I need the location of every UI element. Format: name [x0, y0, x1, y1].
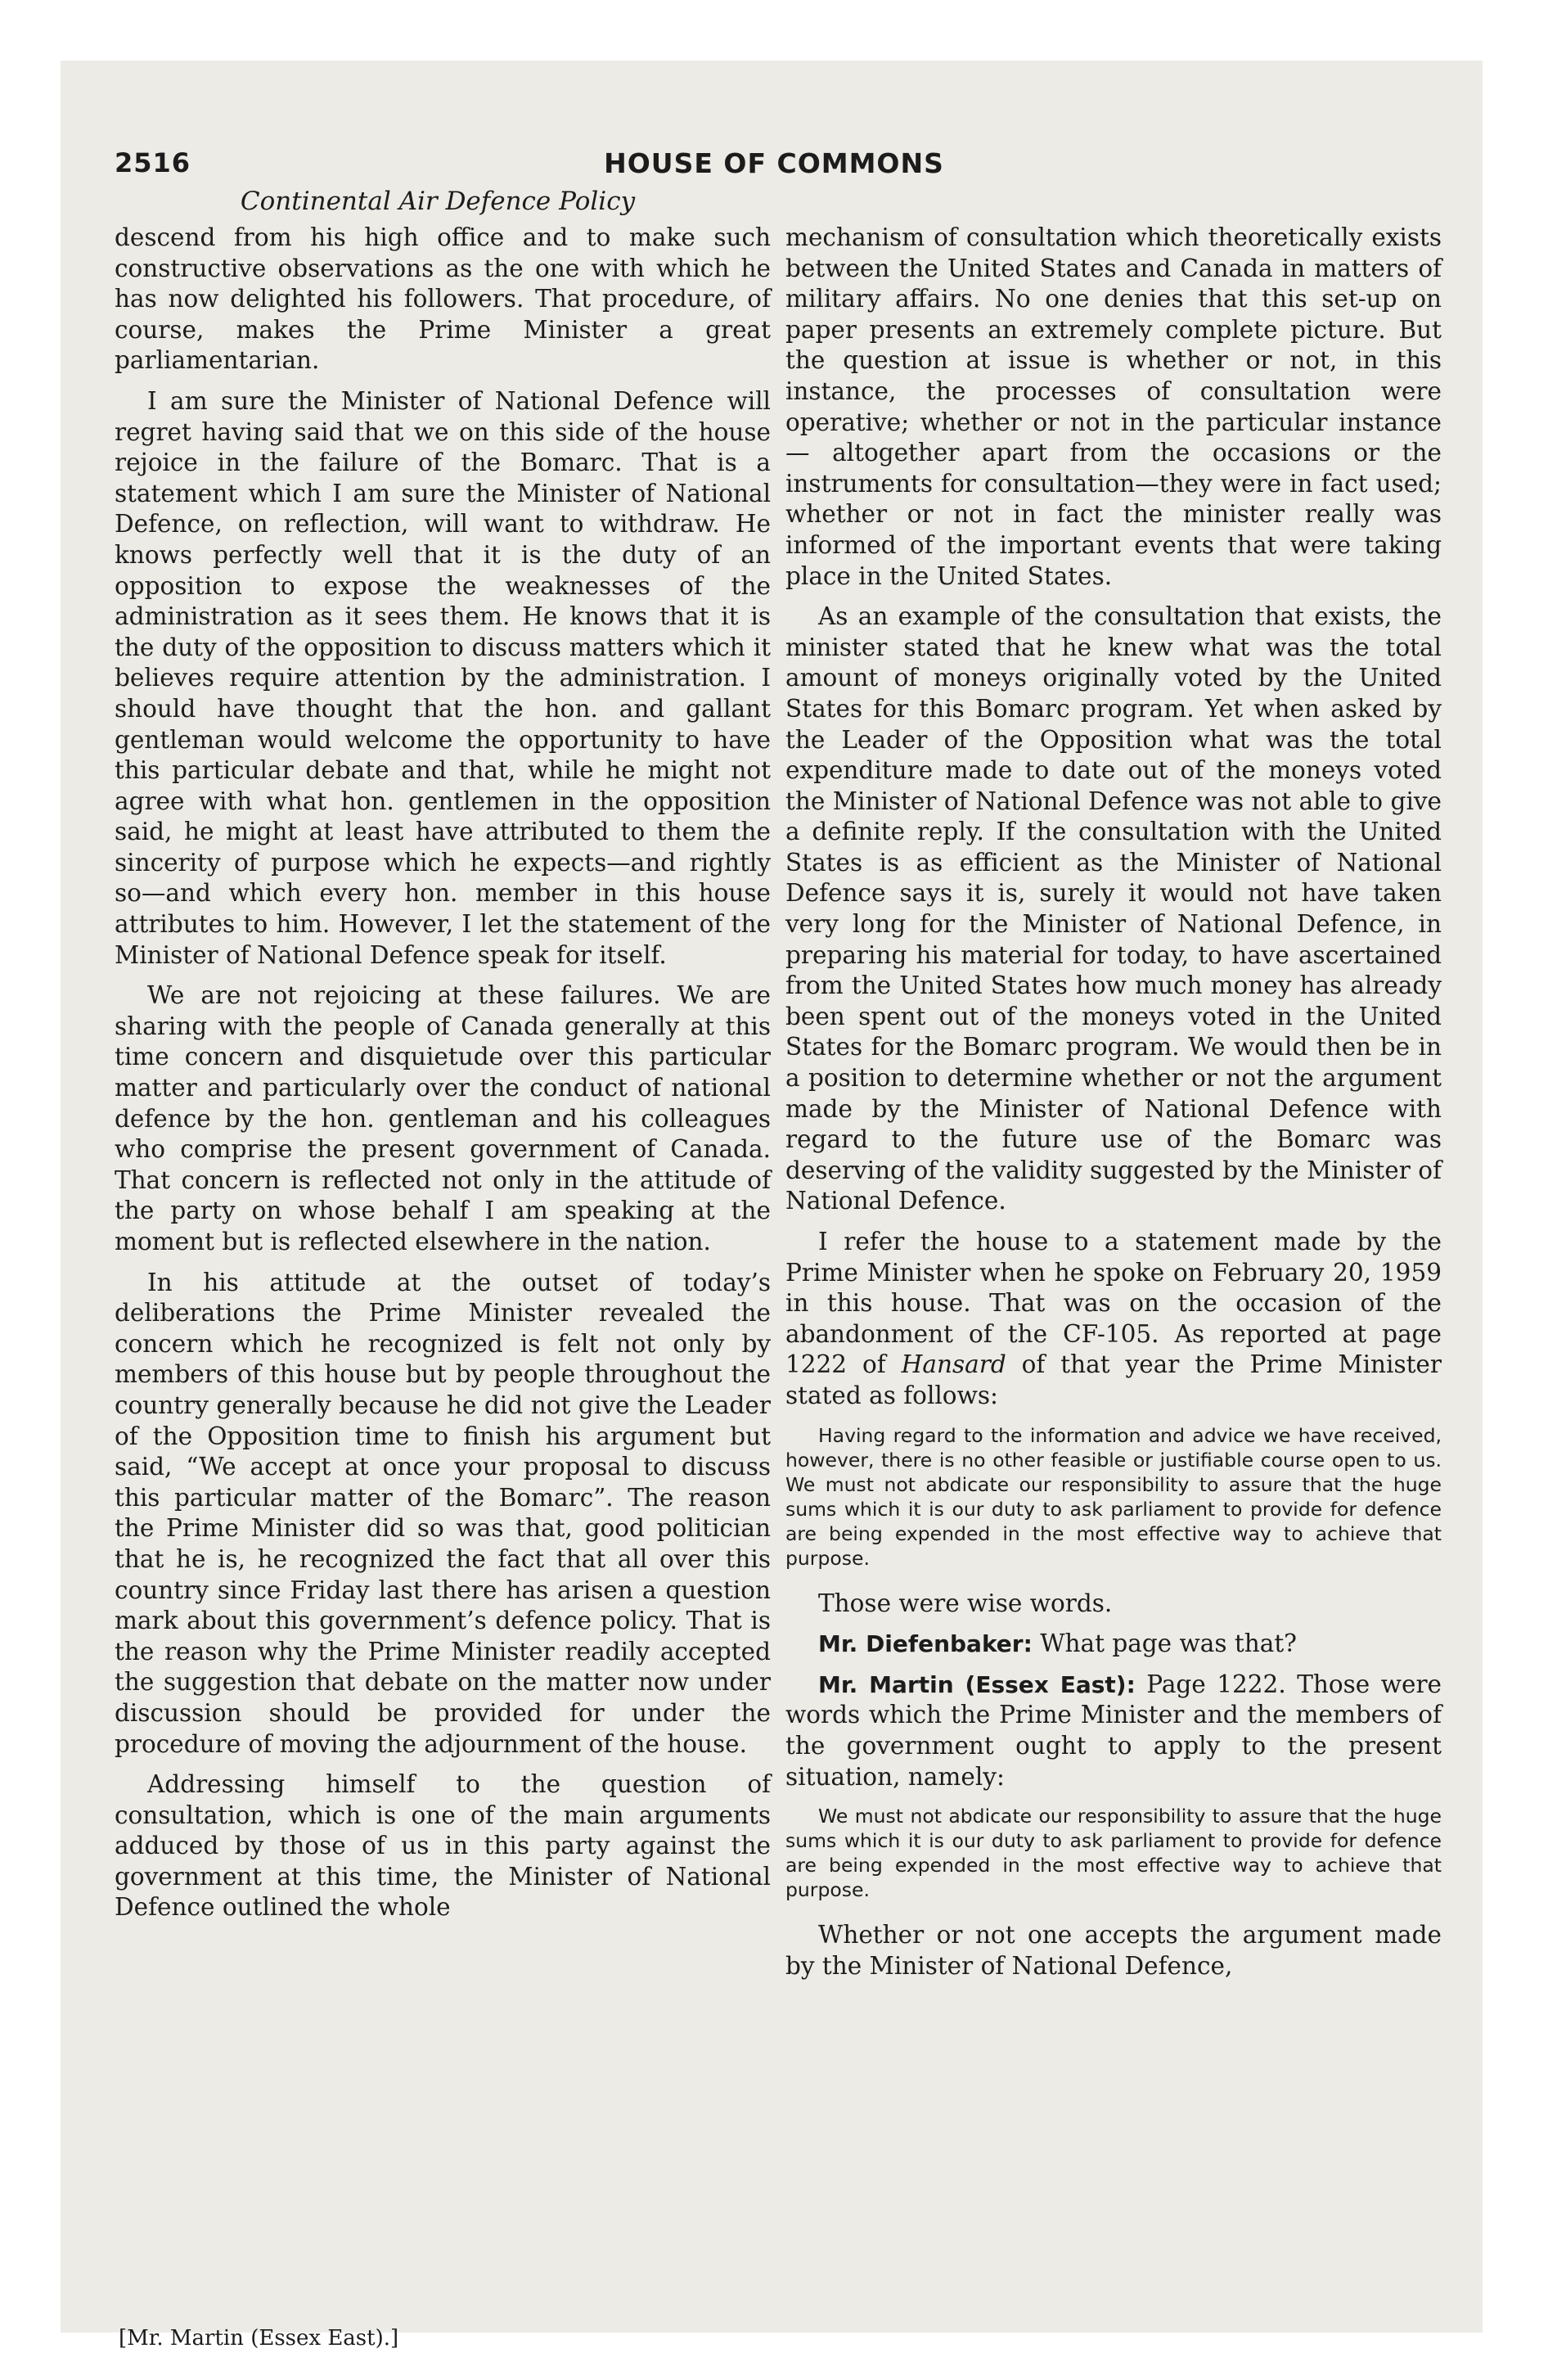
- speaker-name: Mr. Martin (Essex East):: [818, 1670, 1136, 1698]
- paragraph: As an example of the consultation that exists, the minister stated that he knew what was the total amount of moneys originally voted by the United States for this Bomarc program. Yet when asked by the Leader of the Opposition what was the total expenditure made to date out of the moneys voted the Minister of National Defence was not able to give a definite reply. If the consultation with the United States is as efficient as the Minister of National Defence says it is, surely it would not have taken very long for the Minister of National Defence, in preparing his material for today, to have ascertained from the United States how much money has already been spent out of the moneys voted in the United States for the Bomarc program. We would then be in a position to determine whether or not the argument made by the Minister of National Defence with regard to the future use of the Bomarc was deserving of the validity suggested by the Minister of National Defence.: [785, 602, 1442, 1215]
- paragraph: descend from his high office and to make such constructive observations as the one with which he has now delighted his followers. That procedure, of course, makes the Prime Minister a great parliamentarian.: [115, 223, 771, 375]
- block-quote: Having regard to the information and advice we have received, however, there is no other feasible or justifiable course open to us. We must not abdicate our responsibility to assure that the huge sums which it is our duty to ask parliament to provide for defence are being expended in the most effective way to achieve that purpose.: [785, 1423, 1442, 1570]
- paragraph: We are not rejoicing at these failures. We are sharing with the people of Canada generally at this time concern and disquietude over this particular matter and particularly over the conduct of national defence by the hon. gentleman and his colleagues who comprise the present government of Canada. That concern is reflected not only in the attitude of the party on whose behalf I am speaking at the moment but is reflected elsewhere in the nation.: [115, 981, 771, 1255]
- speech-text: What page was that?: [1032, 1629, 1297, 1658]
- page-number: 2516: [115, 147, 191, 178]
- paragraph: I am sure the Minister of National Defence will regret having said that we on this side of the house rejoice in the failure of the Bomarc. That is a statement which I am sure the Minister of National Defence, on reflection, will want to withdraw. He knows perfectly well that it is the duty of an opposition to expose the weaknesses of the administration as it sees them. He knows that it is the duty of the opposition to discuss matters which it believes require attention by the administration. I should have thought that the hon. and gallant gentleman would welcome the opportunity to have this particular debate and that, while he might not agree with what hon. gentlemen in the opposition said, he might at least have attributed to them the sincerity of purpose which he expects—and rightly so—and which every hon. member in this house attributes to him. However, I let the statement of the Minister of National Defence speak for itself.: [115, 386, 771, 969]
- speech: [785, 1629, 1442, 1660]
- page-title: HOUSE OF COMMONS: [604, 147, 944, 179]
- paragraph-text: of that year the Prime Minister stated as follows:: [785, 1350, 1442, 1409]
- paragraph: Whether or not one accepts the argument made by the Minister of National Defence,: [785, 1921, 1442, 1980]
- paragraph: Those were wise words.: [818, 1589, 1113, 1617]
- paragraph: Addressing himself to the question of consultation, which is one of the main arguments adduced by those of us in this party against the government at this time, the Minister of National Defence outlined the whole: [115, 1770, 771, 1922]
- paragraph: [785, 1227, 1442, 1412]
- right-column: [785, 223, 1442, 1981]
- speech-text: Page 1222. Those were words which the Prime Minister and the members of the government ought to apply to the present situation, namely:: [785, 1670, 1442, 1791]
- left-column: [115, 223, 771, 1923]
- paragraph: mechanism of consultation which theoretically exists between the United States and Canada in matters of military affairs. No one denies that this set-up on paper presents an extremely complete picture. But the question at issue is whether or not, in this instance, the processes of consultation were operative; whether or not in the particular instance— altogether apart from the occasions or the instruments for consultation—they were in fact used; whether or not in fact the minister really was informed of the important events that were taking place in the United States.: [785, 223, 1442, 590]
- block-quote: We must not abdicate our responsibility to assure that the huge sums which it is our duty to ask parliament to provide for defence are being expended in the most effective way to achieve that purpose.: [785, 1805, 1442, 1902]
- speech: [785, 1670, 1442, 1792]
- speaker-name: Mr. Diefenbaker:: [818, 1630, 1033, 1658]
- paragraph-text: I refer the house to a statement made by the Prime Minister when he spoke on February 20, 1959 in this house. That was on the occasion of the abandonment of the CF-105. As reported at page 1222 of: [785, 1228, 1442, 1379]
- paragraph: In his attitude at the outset of today’s deliberations the Prime Minister revealed the concern which he recognized is felt not only by members of this house but by people throughout the country generally because he did not give the Leader of the Opposition time to finish his argument but said, “We accept at once your proposal to discuss this particular matter of the Bomarc”. The reason the Prime Minister did so was that, good politician that he is, he recognized the fact that all over this country since Friday last there has arisen a question mark about this government’s defence policy. That is the reason why the Prime Minister readily accepted the suggestion that debate on the matter now under discussion should be provided for under the procedure of moving the adjournment of the house.: [115, 1268, 771, 1758]
- footer-attribution: [Mr. Martin (Essex East).]: [119, 2326, 399, 2351]
- section-subtitle: Continental Air Defence Policy: [240, 187, 636, 216]
- publication-title: Hansard: [901, 1350, 1006, 1379]
